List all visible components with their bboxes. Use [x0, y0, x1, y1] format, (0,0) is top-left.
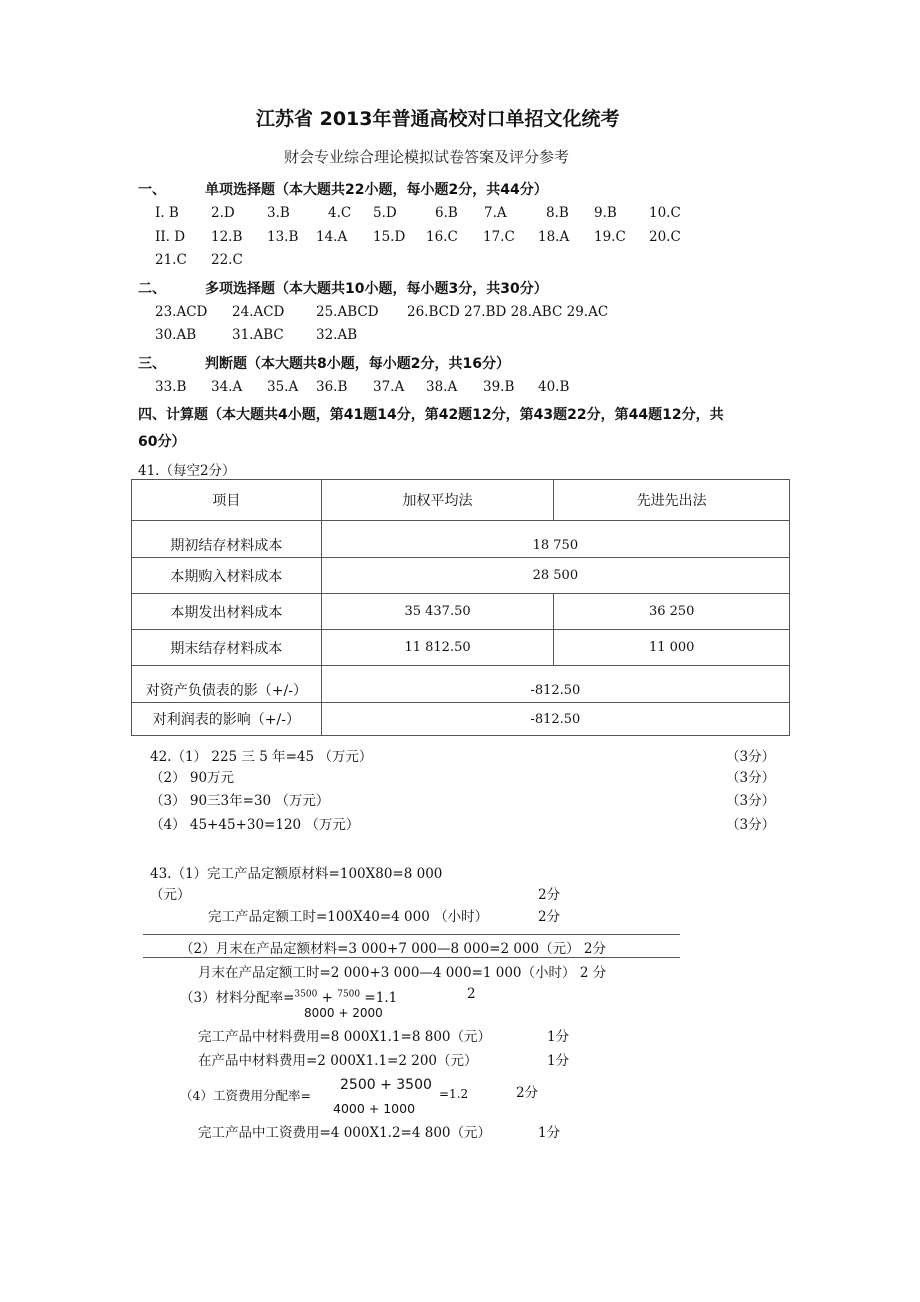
q43-line-8: 在产品中材料费用=2 000X1.1=2 200（元）	[198, 1053, 478, 1069]
section-2-number: 二、	[138, 281, 166, 297]
answer-30: 30.AB	[155, 327, 197, 343]
table-row	[132, 558, 790, 594]
table-cell-merged: -812.50	[321, 666, 789, 703]
table-row	[132, 521, 790, 558]
table-cell: 11 000	[554, 630, 790, 666]
q43-line-9-prefix: （4）工资费用分配率=	[180, 1088, 311, 1103]
q42-score-1: （3分）	[726, 749, 776, 765]
answer-23: 23.ACD	[155, 304, 208, 320]
answer-39: 39.B	[483, 379, 515, 395]
answer-12: 12.B	[211, 229, 243, 245]
q43-score-9: 2分	[516, 1085, 539, 1101]
answer-35: 35.A	[267, 379, 299, 395]
q43-sup-7500: 7500	[337, 989, 361, 1000]
answer-9: 9.B	[594, 205, 617, 221]
q42-line-2: （2） 90万元	[150, 770, 235, 786]
table-header-row	[132, 480, 790, 521]
divider-line	[143, 934, 680, 935]
table-cell: 36 250	[554, 594, 790, 630]
table-row-label: 对利润表的影响（+/-）	[132, 703, 322, 736]
q43-numerator-2: 2500 + 3500	[340, 1077, 432, 1093]
table-row-label: 本期购入材料成本	[132, 558, 322, 594]
q43-result: =1.1	[360, 990, 398, 1006]
q43-sup-3500: 3500	[294, 989, 318, 1000]
q42-line-1: 42.（1） 225 三 5 年=45 （万元）	[150, 749, 373, 765]
answer-13: 13.B	[267, 229, 299, 245]
answer-4: 4.C	[328, 205, 352, 221]
q43-line-5: 月末在产品定额工时=2 000+3 000—4 000=1 000（小时） 2 分	[198, 965, 607, 981]
answer-8: 8.B	[546, 205, 569, 221]
table-header-weighted: 加权平均法	[321, 480, 554, 521]
answer-16: 16.C	[426, 229, 458, 245]
table-row-label: 期末结存材料成本	[132, 630, 322, 666]
q43-score-10: 1分	[538, 1125, 561, 1141]
q43-score-6: 2	[467, 986, 476, 1002]
q43-line-3: 完工产品定额工时=100X40=4 000 （小时）	[208, 909, 489, 925]
q42-score-3: （3分）	[726, 793, 776, 809]
q43-line-7: 完工产品中材料费用=8 000X1.1=8 800（元）	[198, 1029, 491, 1045]
table-cell: 11 812.50	[321, 630, 554, 666]
q43-line-6-prefix: （3）材料分配率=	[180, 990, 295, 1006]
section-4-heading-cont: 60分）	[138, 434, 186, 450]
section-2-heading: 多项选择题（本大题共10小题，每小题3分，共30分）	[205, 281, 548, 297]
divider-line	[143, 957, 680, 958]
answer-40: 40.B	[538, 379, 570, 395]
table-header-item: 项目	[132, 480, 322, 521]
q43-denominator-2: 4000 + 1000	[333, 1101, 416, 1116]
table-row	[132, 703, 790, 736]
answer-11: II. D	[155, 229, 186, 245]
section-1-number: 一、	[138, 182, 166, 198]
table-row-label: 对资产负债表的影（+/-）	[132, 666, 322, 703]
answer-15: 15.D	[373, 229, 406, 245]
table-cell-merged: 18 750	[321, 521, 789, 558]
q42-line-4: （4） 45+45+30=120 （万元）	[150, 817, 360, 833]
q43-line-6	[180, 986, 397, 1006]
table-cell-merged: -812.50	[321, 703, 789, 736]
answer-18: 18.A	[538, 229, 570, 245]
q43-denominator-1: 8000 + 2000	[304, 1006, 383, 1020]
table-cell: 35 437.50	[321, 594, 554, 630]
table-row-label: 期初结存材料成本	[132, 521, 322, 558]
answer-5: 5.D	[373, 205, 397, 221]
q41-table	[131, 479, 790, 736]
section-4-heading: 四、计算题（本大题共4小题，第41题14分，第42题12分，第43题22分，第44题12分，共	[138, 407, 724, 423]
table-row	[132, 594, 790, 630]
answer-34: 34.A	[211, 379, 243, 395]
q43-score-3: 2分	[538, 909, 561, 925]
table-row	[132, 630, 790, 666]
answer-19: 19.C	[594, 229, 626, 245]
table-header-fifo: 先进先出法	[554, 480, 790, 521]
answer-38: 38.A	[426, 379, 458, 395]
answer-3: 3.B	[267, 205, 290, 221]
q43-line-2: （元）	[150, 887, 191, 903]
q43-score-8: 1分	[547, 1053, 570, 1069]
answer-17: 17.C	[483, 229, 515, 245]
answer-22: 22.C	[211, 252, 243, 268]
answer-32: 32.AB	[316, 327, 358, 343]
answer-2: 2.D	[211, 205, 235, 221]
q43-score-7: 1分	[547, 1029, 570, 1045]
q43-line-4: （2）月末在产品定额材料=3 000+7 000—8 000=2 000（元） 2分	[180, 941, 606, 957]
answer-20: 20.C	[649, 229, 681, 245]
answer-14: 14.A	[316, 229, 348, 245]
answer-31: 31.ABC	[232, 327, 284, 343]
answer-26-29: 26.BCD 27.BD 28.ABC 29.AC	[407, 304, 609, 320]
table-row-label: 本期发出材料成本	[132, 594, 322, 630]
table-row	[132, 666, 790, 703]
page-subtitle: 财会专业综合理论模拟试卷答案及评分参考	[284, 148, 570, 166]
section-3-heading: 判断题（本大题共8小题，每小题2分，共16分）	[205, 356, 510, 372]
page-title: 江苏省 2013年普通高校对口单招文化统考	[256, 108, 620, 130]
answer-36: 36.B	[316, 379, 348, 395]
q43-line-1: 43.（1）完工产品定额原材料=100X80=8 000	[150, 866, 443, 882]
q42-line-3: （3） 90三3年=30 （万元）	[150, 793, 330, 809]
q43-plus: +	[317, 990, 338, 1006]
answer-24: 24.ACD	[232, 304, 285, 320]
q43-line-10: 完工产品中工资费用=4 000X1.2=4 800（元）	[198, 1125, 491, 1141]
section-3-number: 三、	[138, 356, 166, 372]
q42-score-4: （3分）	[726, 817, 776, 833]
answer-6: 6.B	[435, 205, 458, 221]
answer-25: 25.ABCD	[316, 304, 379, 320]
q43-result-2: =1.2	[439, 1087, 469, 1101]
answer-37: 37.A	[373, 379, 405, 395]
answer-21: 21.C	[155, 252, 187, 268]
section-1-heading: 单项选择题（本大题共22小题，每小题2分，共44分）	[205, 182, 548, 198]
q41-label: 41.（每空2分）	[138, 463, 236, 479]
answer-7: 7.A	[484, 205, 507, 221]
answer-10: 10.C	[649, 205, 681, 221]
answer-1: I. B	[155, 205, 179, 221]
q42-score-2: （3分）	[726, 770, 776, 786]
q43-score-2: 2分	[538, 887, 561, 903]
table-cell-merged: 28 500	[321, 558, 789, 594]
answer-33: 33.B	[155, 379, 187, 395]
